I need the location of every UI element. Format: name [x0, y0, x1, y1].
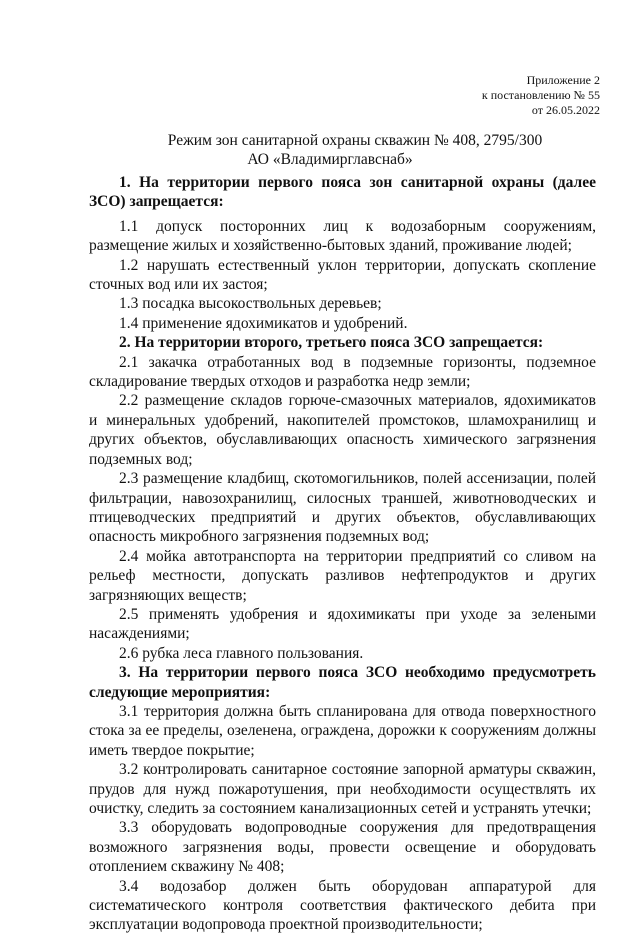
clause-1-4: 1.4 применение ядохимикатов и удобрений. — [119, 314, 408, 332]
document-title — [0, 131, 640, 169]
clause-3-3: 3.3 оборудовать водопроводные сооружения для предотвращения возможного загрязнения воды, провести освещение и оборудовать отоплением скважину № 408; — [89, 819, 596, 876]
appendix-resolution: к постановлению № 55 — [481, 88, 600, 102]
appendix-date: от 26.05.2022 — [531, 103, 600, 117]
clause-1-3: 1.3 посадка высокоствольных деревьев; — [119, 295, 382, 313]
clause-2-3: 2.3 размещение кладбищ, скотомогильников, полей ассенизации, полей фильтрации, навозохранилищ, силосных траншей, животноводческих и птицеводческих предприятий и других объектов, обуславливающих опасность микробного загрязнения подземных вод; — [89, 470, 596, 546]
title-line-1: Режим зон санитарной охраны скважин № 408, 2795/300 — [167, 132, 543, 149]
clause-3-1: 3.1 территория должна быть спланирована для отвода поверхностного стока за ее пределы, озеленена, ограждена, дорожки к сооружениям должны иметь твердое покрытие; — [89, 702, 596, 759]
appendix-header — [482, 73, 600, 118]
clause-1-1: 1.1 допуск посторонних лиц к водозаборным сооружениям, размещение жилых и хозяйственно-бытовых зданий, проживание людей; — [89, 217, 596, 255]
section-1-heading: 1. На территории первого пояса зон санитарной охраны (далее ЗСО) запрещается: — [89, 174, 596, 211]
section-2-heading: 2. На территории второго, третьего пояса ЗСО запрещается: — [119, 334, 544, 352]
clause-2-5: 2.5 применять удобрения и ядохимикаты при уходе за зелеными насаждениями; — [89, 605, 596, 643]
section-3-heading: 3. На территории первого пояса ЗСО необходимо предусмотреть следующие мероприятия: — [89, 664, 596, 701]
clause-1-2: 1.2 нарушать естественный уклон территории, допускать скопление сточных вод или их застоя; — [89, 256, 596, 294]
document-body — [89, 173, 596, 935]
clause-2-2: 2.2 размещение складов горюче-смазочных материалов, ядохимикатов и минеральных удобрений, накопителей промстоков, шламохранилищ и других объектов, обуславливающих опасность химического загрязнения подземных вод; — [89, 392, 596, 468]
clause-3-2: 3.2 контролировать санитарное состояние запорной арматуры скважин, прудов для нужд пожаротушения, при необходимости осуществлять их очистку, следить за состоянием канализационных сетей и устранять утечки; — [89, 761, 596, 817]
clause-2-1: 2.1 закачка отработанных вод в подземные горизонты, подземное складирование твердых отходов и разработка недр земли; — [89, 353, 596, 391]
appendix-number: Приложение 2 — [526, 73, 600, 87]
clause-3-4: 3.4 водозабор должен быть оборудован аппаратурой для систематического контроля соответствия фактического дебита при эксплуатации водопровода проектной производительности; — [89, 877, 596, 934]
clause-2-4: 2.4 мойка автотранспорта на территории предприятий со сливом на рельеф местности, допускать разливов нефтепродуктов и других загрязняющих веществ; — [89, 547, 596, 604]
clause-2-6: 2.6 рубка леса главного пользования. — [119, 644, 364, 662]
title-line-2: АО «Владимирглавснаб» — [247, 151, 413, 168]
